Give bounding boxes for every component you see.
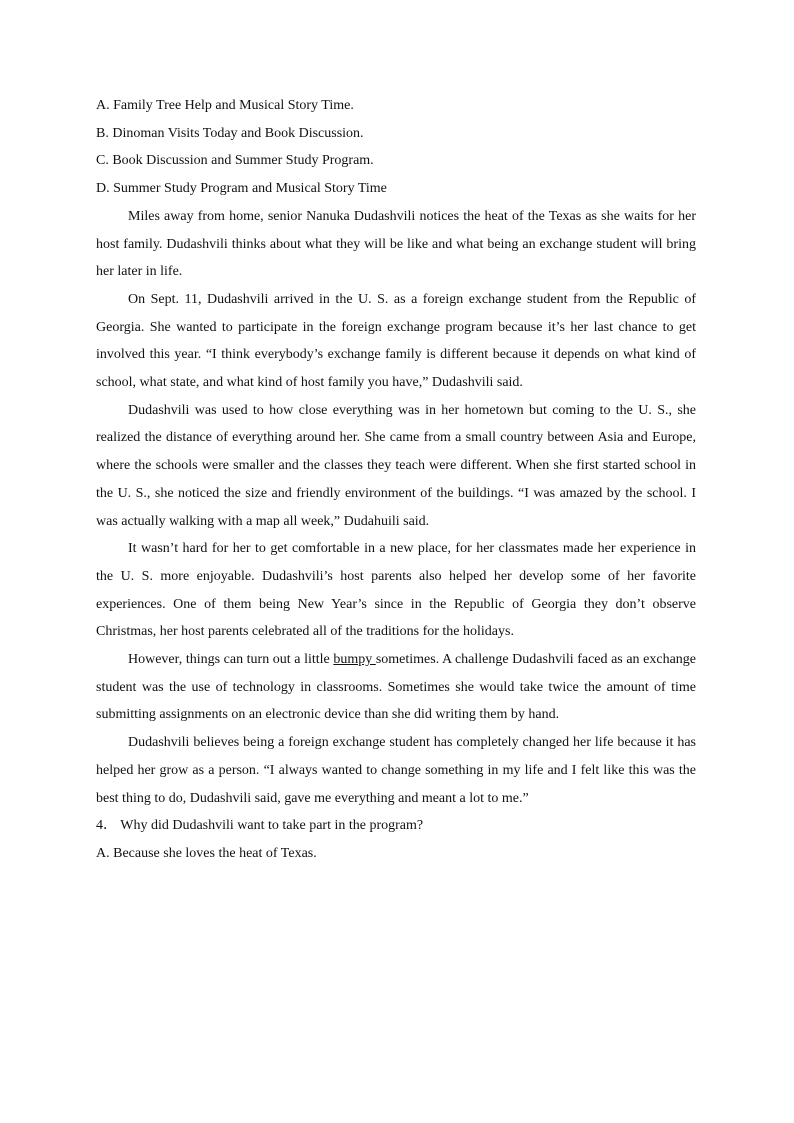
paragraph-5-end: sometimes. A challenge Dudashvili faced as an exchange student was the use of technology in classrooms. Sometimes she would take twice the amount of time submitting assignments on an electronic device than she did writing them by hand. (96, 652, 697, 723)
option-c-prev: C. Book Discussion and Summer Study Program. (96, 153, 374, 169)
passage-paragraph-2: On Sept. 11, Dudashvili arrived in the U. S. as a foreign exchange student from the Republic of Georgia. She wanted to participate in the foreign exchange program because it’s her last chance to get involved this year. “I think everybody’s exchange family is different because it depends on what kind of school, what state, and what kind of host family you have,” Dudashvili said. (96, 291, 696, 391)
passage-paragraph-4: It wasn’t hard for her to get comfortable in a new place, for her classmates made her experience in the U. S. more enjoyable. Dudashvili’s host parents also helped her develop some of her favorite experiences. One of them being New Year’s since in the Republic of Georgia they don’t observe Christmas, her host parents celebrated all of the traditions for the holidays. (96, 541, 696, 640)
passage-paragraph-6: Dudashvili believes being a foreign exchange student has completely changed her life because it has helped her grow as a person. “I always wanted to change something in my life and I felt like this was the best thing to do, Dudashvili said, gave me everything and meant a lot to me.” (96, 735, 696, 806)
question-4-stem: 4． Why did Dudashvili want to take part in the program? (96, 818, 424, 834)
document-page (96, 92, 696, 868)
passage-paragraph-3: Dudashvili was used to how close everything was in her hometown but coming to the U. S., she realized the distance of everything around her. She came from a small country between Asia and Europe, where the schools were smaller and the classes they teach were different. When she first started school in the U. S., she noticed the size and friendly environment of the buildings. “I was amazed by the school. I was actually walking with a map all week,” Dudahuili said. (96, 402, 696, 529)
option-a-prev: A. Family Tree Help and Musical Story Time. (96, 98, 354, 113)
option-d-prev: D. Summer Study Program and Musical Story Time (96, 181, 387, 197)
option-b-prev: B. Dinoman Visits Today and Book Discussion. (96, 125, 364, 141)
passage-paragraph-5 (96, 646, 696, 729)
passage-paragraph-1: Miles away from home, senior Nanuka Dudashvili notices the heat of the Texas as she waits for her host family. Dudashvili thinks about what they will be like and what being an exchange student will bring her later in life. (96, 208, 696, 280)
paragraph-5-start: However, things can turn out a little (128, 652, 334, 668)
question-4-option-a: A. Because she loves the heat of Texas. (96, 845, 317, 861)
underlined-word-bumpy: bumpy (333, 652, 376, 668)
